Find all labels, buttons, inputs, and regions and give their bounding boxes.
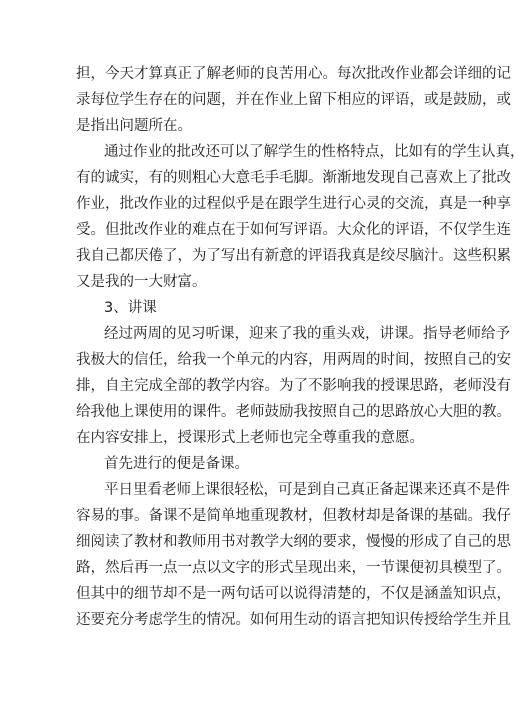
text-line: 但其中的细节却不是一两句话可以说得清楚的，不仅是涵盖知识点，: [76, 586, 511, 602]
text-line: 作业，批改作业的过程似乎是在跟学生进行心灵的交流，真是一种享: [76, 196, 511, 212]
section-heading: 3、讲课: [104, 300, 157, 316]
text-line: 通过作业的批改还可以了解学生的性格特点，比如有的学生认真，: [104, 144, 525, 160]
text-line: 路，然后再一点一点以文字的形式呈现出来，一节课便初具模型了。: [76, 560, 511, 576]
text-line: 容易的事。备课不是简单地重现教材，但教材却是备课的基础。我仔: [76, 508, 511, 524]
text-line: 有的诚实，有的则粗心大意毛手毛脚。渐渐地发现自己喜欢上了批改: [76, 170, 511, 186]
text-line: 细阅读了教材和教师用书对教学大纲的要求，慢慢的形成了自己的思: [76, 534, 511, 550]
text-line: 在内容安排上，授课形式上老师也完全尊重我的意愿。: [76, 430, 424, 446]
text-line: 首先进行的便是备课。: [104, 456, 249, 472]
text-line: 担，今天才算真正了解老师的良苦用心。每次批改作业都会详细的记: [76, 66, 511, 82]
text-line: 经过两周的见习听课，迎来了我的重头戏，讲课。指导老师给予: [104, 326, 510, 342]
text-line: 是指出问题所在。: [76, 118, 192, 134]
text-line: 我极大的信任，给我一个单元的内容，用两周的时间，按照自己的安: [76, 352, 511, 368]
text-line: 又是我的一大财富。: [76, 274, 207, 290]
text-line: 还要充分考虑学生的情况。如何用生动的语言把知识传授给学生并且: [76, 612, 511, 628]
text-line: 给我他上课使用的课件。老师鼓励我按照自己的思路放心大胆的教。: [76, 404, 511, 420]
text-line: 录每位学生存在的问题，并在作业上留下相应的评语，或是鼓励，或: [76, 92, 511, 108]
text-line: 排，自主完成全部的教学内容。为了不影响我的授课思路，老师没有: [76, 378, 511, 394]
text-line: 受。但批改作业的难点在于如何写评语。大众化的评语，不仅学生连: [76, 222, 511, 238]
text-line: 我自己都厌倦了，为了写出有新意的评语我真是绞尽脑汁。这些积累: [76, 248, 511, 264]
text-line: 平日里看老师上课很轻松，可是到自己真正备起课来还真不是件: [104, 482, 510, 498]
